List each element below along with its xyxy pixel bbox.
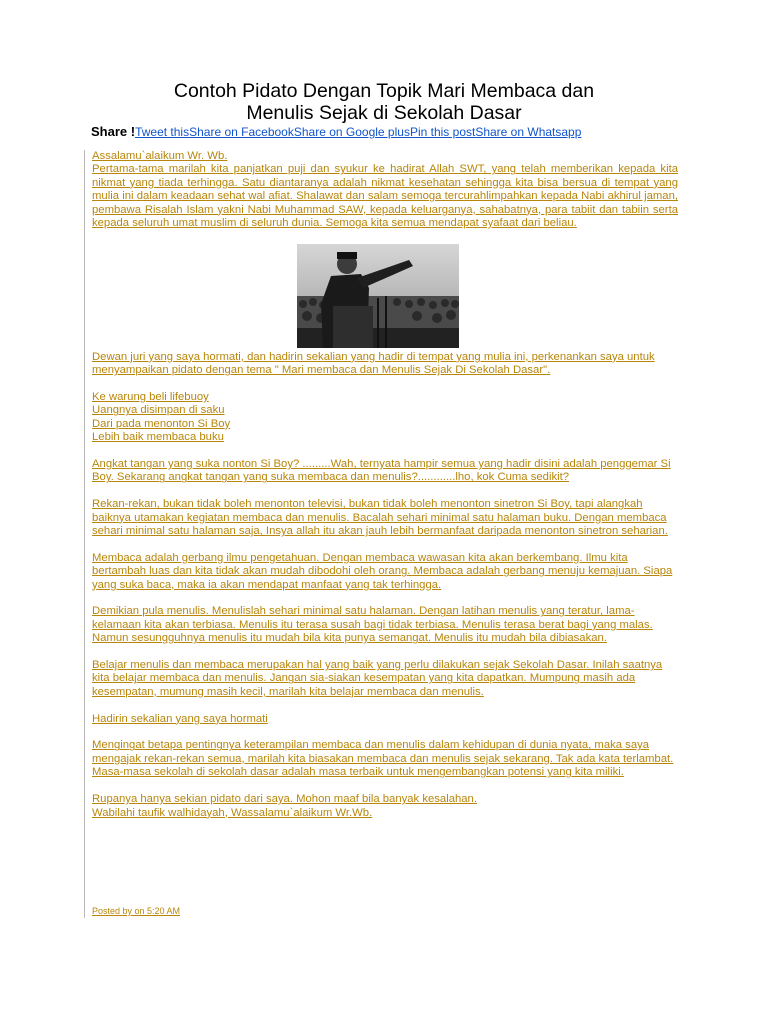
pantun-line: Dari pada menonton Si Boy <box>92 417 231 430</box>
share-label: Share ! <box>91 124 136 139</box>
post-footer[interactable]: Posted by on 5:20 AM <box>92 906 181 916</box>
closing-line: Rupanya hanya sekian pidato dari saya. Mohon maaf bila banyak kesalahan. <box>92 793 477 806</box>
salam-line: Assalamu`alaikum Wr. Wb. <box>92 150 228 162</box>
pantun-line: Ke warung beli lifebuoy <box>92 391 209 404</box>
paragraph-3: Membaca adalah gerbang ilmu pengetahuan. Dengan membaca wawasan kita akan berkembang. Ilmu kita bertambah luas dan kita tidak akan mudah dibodohi oleh orang. Membaca adalah gerbang menuju kemajuan. Siapa yang suka baca, maka ia akan mendapat manfaat yang tak terhingga. <box>92 551 673 591</box>
pin-this-post-link[interactable]: Pin this post <box>409 125 476 139</box>
page-title <box>84 80 684 124</box>
paragraph-2: Rekan-rekan, bukan tidak boleh menonton televisi, bukan tidak boleh menonton sinetron Si Boy, tapi alangkah baiknya utamakan kegiatan membaca dan menulis. Bacalah sehari minimal satu halaman buku. Dengan membaca sehari minimal satu halaman saja, Insya allah itu akan jauh lebih bermanfaat daripada menonton sinetron seharian. <box>92 498 668 538</box>
closing-line: Wabilahi taufik walhidayah, Wassalamu`alaikum Wr.Wb. <box>92 806 373 819</box>
title-line-2: Menulis Sejak di Sekolah Dasar <box>246 102 522 124</box>
intro-paragraph: Dewan juri yang saya hormati, dan hadirin sekalian yang hadir di tempat yang mulia ini, perkenankan saya untuk menyampaikan pidato dengan tema " Mari membaca dan Menulis Sejak Di Sekolah Dasar". <box>92 350 655 377</box>
paragraph-5: Belajar menulis dan membaca merupakan hal yang baik yang perlu dilakukan sejak Sekolah Dasar. Inilah saatnya kita belajar membaca dan menulis. Jangan sia-siakan kesempatan yang kita dapatkan. Mumpung masih ada kesempatan, mumung masih kecil, marilah kita belajar membaca dan menulis. <box>92 659 663 698</box>
post-body <box>84 150 685 918</box>
paragraph-6: Hadirin sekalian yang saya hormati <box>92 712 268 725</box>
share-whatsapp-link[interactable]: Share on Whatsapp <box>475 125 582 139</box>
paragraph-1: Angkat tangan yang suka nonton Si Boy? .........Wah, ternyata hampir semua yang hadir disini adalah penggemar Si Boy. Sekarang angkat tangan yang suka membaca dan menulis?............lho, kok Cuma sedikit? <box>92 458 671 484</box>
speaker-photo-image <box>297 244 459 348</box>
speech-photo <box>297 244 459 348</box>
pantun-line: Lebih baik membaca buku <box>92 431 224 444</box>
share-facebook-link[interactable]: Share on Facebook <box>189 125 294 139</box>
paragraph-7: Mengingat betapa pentingnya keterampilan membaca dan menulis dalam kehidupan di dunia nyata, maka saya mengajak rekan-rekan semua, marilah kita biasakan membaca dan menulis sejak sekarang. Tak ada kata terlambat. Masa-masa sekolah di sekolah dasar adalah masa terbaik untuk mengembangkan potensi yang kita miliki. <box>92 739 674 779</box>
opening-text: Pertama-tama marilah kita panjatkan puji dan syukur ke hadirat Allah SWT, yang telah memberikan kepada kita nikmat yang tiada terhingga. Satu diantaranya adalah nikmat kesehatan sehingga kita bisa bersua di tempat yang mulia ini dalam keadaan sehat wal afiat. Shalawat dan salam semoga tercurahlimpahkan kepada Nabi akhirul jaman, pembawa Risalah Islam yakni Nabi Muhammad SAW, kepada keluarganya, sahabatnya, para tabiit dan tabiin serta kepada seluruh umat muslim di seluruh dunia. Semoga kita semua mendapat syafaat dari beliau. <box>92 163 678 230</box>
pantun-line: Uangnya disimpan di saku <box>92 404 225 417</box>
title-line-1: Contoh Pidato Dengan Topik Mari Membaca dan <box>173 80 595 102</box>
share-bar <box>91 123 581 141</box>
opening-paragraph <box>92 150 678 230</box>
closing-paragraph <box>92 793 678 820</box>
tweet-this-link[interactable]: Tweet this <box>135 125 190 139</box>
paragraph-4: Demikian pula menulis. Menulislah sehari minimal satu halaman. Dengan latihan menulis yang teratur, lama-kelamaan kita akan terbiasa. Menulis itu terasa susah bagi tidak terbiasa. Menulis terasa berat bagi yang malas. Namun sesungguhnya menulis itu mudah bila kita punya semangat. Menulis itu mudah bila dibiasakan. <box>92 605 653 645</box>
share-google-plus-link[interactable]: Share on Google plus <box>293 125 410 139</box>
pantun-paragraph <box>92 391 678 445</box>
